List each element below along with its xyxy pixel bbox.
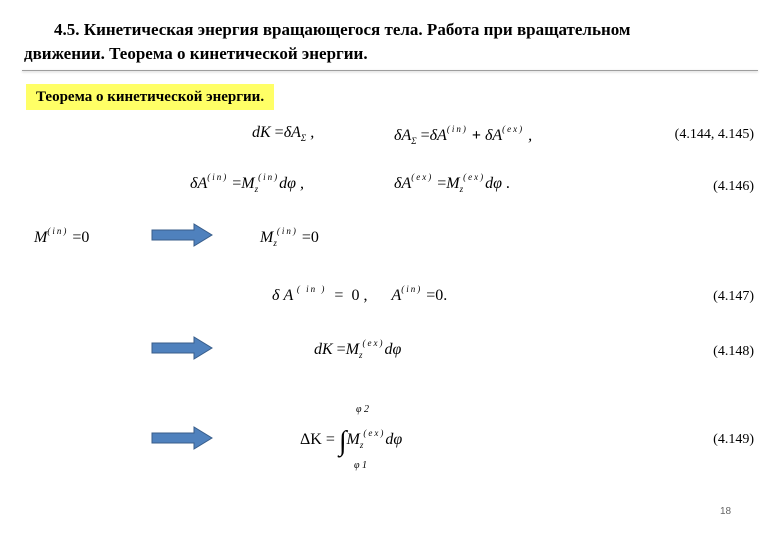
slide-title [24, 18, 744, 66]
integral-lower-limit: φ 1 [354, 460, 368, 471]
formula-4-149: $\Delta K = \int M_z^{(ex)}d\varphi$ [300, 426, 403, 457]
arrow-right-3 [150, 425, 214, 451]
formula-4-148: dK $=M_z^{(ex)}d\varphi$ [314, 338, 402, 360]
formula-4-146-external: $\delta A^{(ex)} =M_z^{(ex)}d\varphi$ . [394, 172, 510, 194]
formula-internal-moment-zero: $M^{(in)} =0$ [34, 226, 90, 246]
eq-number-4-148: (4.148) [713, 344, 754, 359]
title-line-2: движении. Теорема о кинетической энергии. [24, 44, 368, 63]
arrow-right-2 [150, 335, 214, 361]
formula-4-147: δ A $^{( in )}$ = 0 , $A^{(in)} =0$. [272, 284, 448, 304]
formula-4-144: dK $=\delta A_\Sigma$ , [252, 124, 315, 143]
integral-upper-limit: φ 2 [356, 404, 370, 415]
formula-4-145: $\delta A_\Sigma =\delta A^{(in)} + \delta A^{(ex)}$ , [394, 124, 533, 146]
formula-4-146-internal: $\delta A^{(in)} =M_z^{(in)}d\varphi$ , [190, 172, 304, 194]
eq-number-4-144: (4.144, 4.145) [674, 127, 754, 142]
eq-number-4-147: (4.147) [713, 289, 754, 304]
page-number: 18 [720, 506, 732, 517]
title-line-1: 4.5. Кинетическая энергия вращающегося тела. Работа при вращательном [54, 20, 631, 39]
eq-number-4-149: (4.149) [713, 432, 754, 447]
arrow-right-1 [150, 222, 214, 248]
title-divider [22, 70, 758, 71]
theorem-label: Теорема о кинетической энергии. [26, 84, 274, 110]
formula-axis-moment-zero: $M_z^{(in)} =0$ [260, 226, 319, 248]
eq-number-4-146: (4.146) [713, 179, 754, 194]
